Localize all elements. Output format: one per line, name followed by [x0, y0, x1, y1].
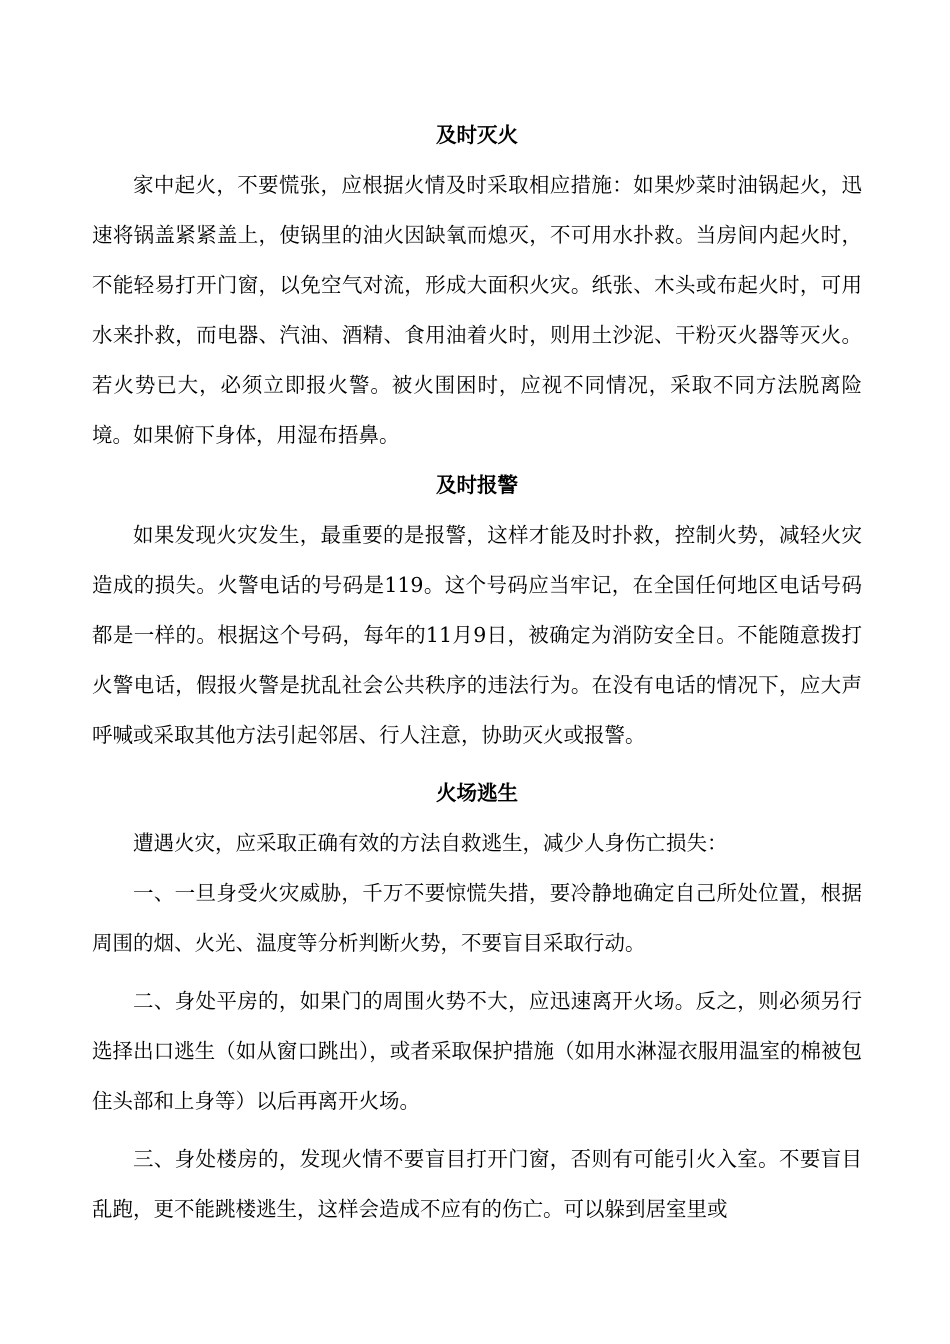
- section-title: 火场逃生: [436, 781, 518, 805]
- section-spacer: [92, 760, 862, 768]
- document-page: [92, 110, 862, 1234]
- section-escape: [92, 768, 862, 1234]
- section-extinguish: [92, 110, 862, 460]
- paragraph: 遭遇火灾，应采取正确有效的方法自救逃生，减少人身伤亡损失：: [133, 831, 728, 855]
- paragraph: 一、一旦身受火灾威胁，千万不要惊慌失措，要冷静地确定自己所处位置，根据周围的烟、火光、温度等分析判断火势，不要盲目采取行动。: [92, 881, 862, 955]
- section-alarm: [92, 460, 862, 760]
- paragraph: 如果发现火灾发生，最重要的是报警，这样才能及时扑救，控制火势，减轻火灾造成的损失。火警电话的号码是119。这个号码应当牢记，在全国任何地区电话号码都是一样的。根据这个号码，每年的11月9日，被确定为消防安全日。不能随意拨打火警电话，假报火警是扰乱社会公共秩序的违法行为。在没有电话的情况下，应大声呼喊或采取其他方法引起邻居、行人注意，协助灭火或报警。: [92, 523, 862, 747]
- paragraph-spacer: [92, 968, 862, 976]
- section-title: 及时灭火: [436, 123, 518, 147]
- paragraph: 三、身处楼房的，发现火情不要盲目打开门窗，否则有可能引火入室。不要盲目乱跑，更不能跳楼逃生，这样会造成不应有的伤亡。可以躲到居室里或: [92, 1147, 862, 1221]
- paragraph-spacer: [92, 1126, 862, 1134]
- paragraph: 家中起火，不要慌张，应根据火情及时采取相应措施：如果炒菜时油锅起火，迅速将锅盖紧紧盖上，使锅里的油火因缺氧而熄灭，不可用水扑救。当房间内起火时，不能轻易打开门窗，以免空气对流，形成大面积火灾。纸张、木头或布起火时，可用水来扑救，而电器、汽油、酒精、食用油着火时，则用土沙泥、干粉灭火器等灭火。若火势已大，必须立即报火警。被火围困时，应视不同情况，采取不同方法脱离险境。如果俯下身体，用湿布捂鼻。: [92, 173, 862, 447]
- section-title: 及时报警: [436, 473, 518, 497]
- paragraph: 二、身处平房的，如果门的周围火势不大，应迅速离开火场。反之，则必须另行选择出口逃生（如从窗口跳出），或者采取保护措施（如用水淋湿衣服用温室的棉被包住头部和上身等）以后再离开火场。: [92, 989, 862, 1113]
